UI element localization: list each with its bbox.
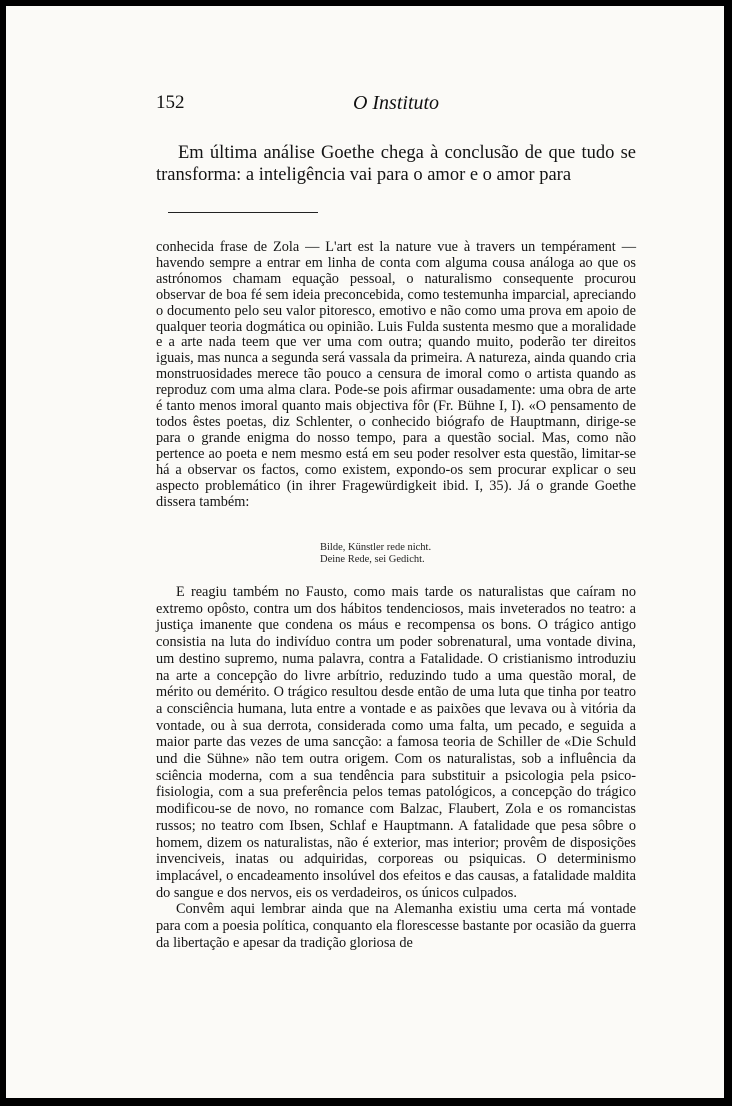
book-page bbox=[6, 6, 724, 1098]
verse-line-2: Deine Rede, sei Gedicht. bbox=[320, 554, 425, 565]
verse-line-1: Bilde, Künstler rede nicht. bbox=[320, 542, 432, 553]
footnote-separator bbox=[168, 212, 318, 213]
main-paragraph-2: Convêm aqui lembrar ainda que na Alemanha existiu uma certa má vontade para com a poesia política, conquanto ela florescesse bastante por ocasião da guerra da libertação e apesar da tradição gloriosa de bbox=[156, 901, 636, 951]
footnote: conhecida frase de Zola — L'art est la nature vue à travers un tempérament — havendo sempre a entrar em linha de conta com alguma cousa análoga ao que os astrónomos chamam equação pessoal, o naturalismo consequente procurou observar de boa fé sem ideia preconcebida, como testemunha imparcial, apreciando o documento pelo seu valor pitoresco, emotivo e não como uma prova em apoio de qualquer teoria dogmática ou opinião. Luis Fulda sustenta mesmo que a moralidade e a arte nada teem que ver uma com outra; quando muito, poderão ter direitos iguais, mas nunca a segunda será vassala da primeira. A natureza, ainda quando cria monstruosidades merece tão pouco a censura de imoral como o artista quando as reproduz com uma alma clara. Pode-se pois afirmar ousadamente: uma obra de arte é tanto menos imoral quanto mais objectiva fôr (Fr. Bühne I, I). «O pensamento de todos êstes poetas, diz Schlenter, o conhecido biógrafo de Hauptmann, dirige-se para o grande enigma do nosso tempo, para a questão social. Mas, como não pertence ao poeta e nem mesmo está em seu poder resolver esta questão, limitar-se há a observar os factos, como existem, expondo-os sem procurar explicar o seu aspecto problemático (in ihrer Fragewürdigkeit ibid. I, 35). Já o grande Goethe dissera também: bbox=[156, 239, 636, 510]
page-number: 152 bbox=[156, 92, 185, 113]
verse-quote bbox=[320, 542, 620, 566]
main-text bbox=[156, 584, 636, 951]
lead-paragraph: Em última análise Goethe chega à conclusão de que tudo se transforma: a inteligência vai para o amor e o amor para bbox=[156, 143, 636, 185]
page-header bbox=[156, 92, 636, 116]
main-paragraph-1: E reagiu também no Fausto, como mais tarde os naturalistas que caíram no extremo opôsto, contra um dos hábitos tendenciosos, mais inveterados no teatro: a justiça imanente que condena os máus e recompensa os bons. O trágico antigo consistia na luta do indivíduo contra um poder sobrenatural, uma vontade divina, um destino supremo, numa palavra, contra a Fatalidade. O cristianismo introduziu na arte a concepção do livre arbítrio, reduzindo tudo a uma questão moral, de mérito ou demérito. O trágico resultou desde então de uma luta que tinha por teatro a consciência humana, luta entre a vontade e as paixões que levava ou à vitória da vontade, ou à sua derrota, considerada como uma falta, um pecado, e seguida a maior parte das vezes de uma sancção: a famosa teoria de Schiller de «Die Schuld und die Sühne» não tem outra origem. Com os naturalistas, sob a influência da sciência moderna, com a sua tendência para substituir a psicologia pela psico-fisiologia, com a sua preferência pelos temas patológicos, a concepção do trágico modificou-se de novo, no romance com Balzac, Flaubert, Zola e os romancistas russos; no teatro com Ibsen, Schlaf e Hauptmann. A fatalidade que pesa sôbre o homem, dizem os naturalistas, não é exterior, mas interior; provêm de disposições invenciveis, inatas ou adquiridas, corporeas ou psiquicas. O determinismo implacável, o encadeamento insolúvel dos efeitos e das causas, a fatalidade maldita do sangue e dos nervos, eis os verdadeiros, os únicos culpados. bbox=[156, 584, 636, 901]
running-title: O Instituto bbox=[352, 92, 440, 114]
